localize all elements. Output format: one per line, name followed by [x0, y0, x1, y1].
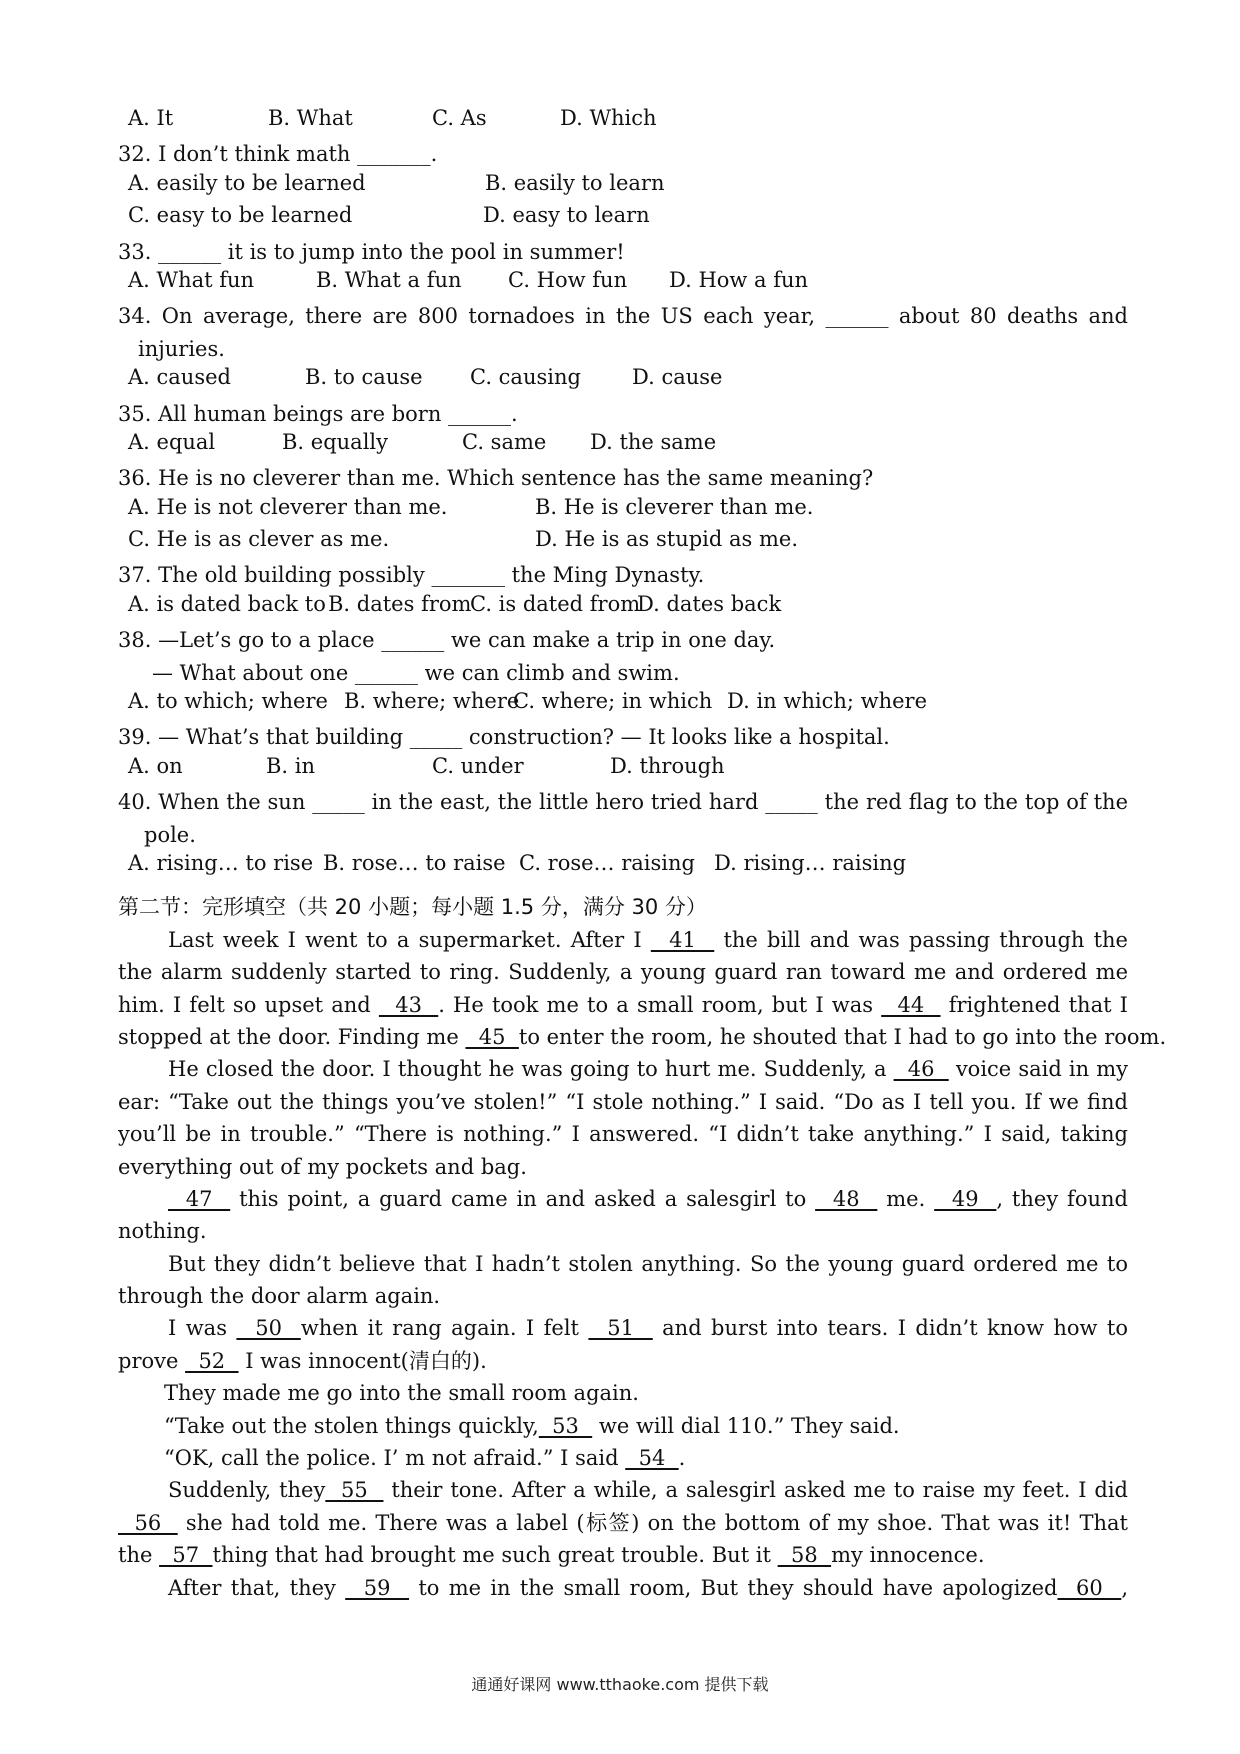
- q33-option-a: A. What fun: [128, 267, 255, 292]
- q31-option-c: C. As: [432, 106, 487, 130]
- q39-option-a: A. on: [128, 753, 183, 778]
- passage-line: I was 50 when it rang again. I felt 51 and burst into tears. I didn’t know how to: [168, 1316, 1128, 1341]
- passage-line: the 57 thing that had brought me such great trouble. But it 58 my innocence.: [118, 1543, 985, 1568]
- blank-54: 54: [625, 1446, 679, 1471]
- q31-option-a: A. It: [128, 106, 174, 130]
- q38-option-a: A. to which; where: [128, 689, 328, 714]
- passage-line: 47 this point, a guard came in and asked a salesgirl to 48 me. 49 , they found: [168, 1186, 1128, 1211]
- blank-57: 57: [159, 1543, 213, 1568]
- blank-60: 60: [1057, 1575, 1122, 1600]
- blank-50: 50: [236, 1316, 301, 1341]
- blank-56: 56: [118, 1510, 178, 1535]
- q39-stem: 39. — What’s that building _____ construction? — It looks like a hospital.: [118, 725, 890, 750]
- passage-line: They made me go into the small room again.: [164, 1381, 639, 1406]
- q34-option-c: C. causing: [470, 365, 581, 390]
- q37-option-b: B. dates from: [328, 591, 472, 616]
- q32-options-row1: [118, 171, 1128, 203]
- q36-option-b: B. He is cleverer than me.: [535, 494, 814, 519]
- passage-line: “OK, call the police. I’ m not afraid.” I said 54 .: [164, 1446, 686, 1471]
- passage-line: nothing.: [118, 1219, 207, 1244]
- q33-options: [118, 268, 1128, 300]
- q34-option-d: D. cause: [632, 365, 723, 390]
- q33-option-d: D. How a fun: [669, 267, 809, 292]
- q32-option-b: B. easily to learn: [485, 170, 665, 195]
- q40-stem-line2: pole.: [144, 822, 196, 847]
- blank-46: 46: [893, 1057, 949, 1082]
- passage-line: 56 she had told me. There was a label (标签) on the bottom of my shoe. That was it! That: [118, 1510, 1128, 1535]
- exam-page: [118, 106, 1167, 1604]
- q39-options: [118, 754, 1128, 786]
- q38-option-d: D. in which; where: [727, 689, 928, 714]
- q35-option-b: B. equally: [282, 429, 388, 454]
- blank-59: 59: [345, 1575, 410, 1600]
- q40-option-a: A. rising… to rise: [128, 850, 314, 875]
- blank-52: 52: [185, 1348, 239, 1373]
- q35-stem: 35. All human beings are born ______.: [118, 401, 518, 426]
- q31-option-d: D. Which: [560, 106, 657, 130]
- q37-options: [118, 592, 1128, 624]
- blank-55: 55: [325, 1478, 384, 1503]
- q34-option-b: B. to cause: [305, 365, 423, 390]
- q34-option-a: A. caused: [128, 365, 231, 390]
- passage-line: “Take out the stolen things quickly, 53 we will dial 110.” They said.: [164, 1413, 900, 1438]
- q32-option-c: C. easy to be learned: [128, 203, 353, 228]
- q40-option-d: D. rising… raising: [714, 850, 907, 875]
- q31-options: [118, 106, 1128, 138]
- q33-option-c: C. How fun: [508, 267, 628, 292]
- q38-stem-line2: — What about one ______ we can climb and swim.: [152, 660, 680, 685]
- passage-line: But they didn’t believe that I hadn’t stolen anything. So the young guard ordered me to: [168, 1251, 1128, 1276]
- q36-options-row2: [118, 527, 1128, 559]
- passage-line: ear: “Take out the things you’ve stolen!” “I stole nothing.” I said. “Do as I tell you. If we find: [118, 1089, 1128, 1114]
- section2-title: 第二节：完形填空（共 20 小题；每小题 1.5 分，满分 30 分）: [118, 895, 707, 920]
- q37-stem: 37. The old building possibly _______ the Ming Dynasty.: [118, 563, 705, 588]
- q35-option-c: C. same: [462, 429, 547, 454]
- blank-47: 47: [168, 1186, 231, 1211]
- blank-58: 58: [777, 1543, 832, 1568]
- q33-option-b: B. What a fun: [316, 267, 462, 292]
- q36-option-d: D. He is as stupid as me.: [535, 527, 799, 552]
- passage-line: you’ll be in trouble.” “There is nothing.” I answered. “I didn’t take anything.” I said, taking: [118, 1122, 1128, 1147]
- blank-51: 51: [588, 1316, 653, 1341]
- q40-option-b: B. rose… to raise: [323, 850, 506, 875]
- q38-option-c: C. where; in which: [513, 689, 713, 714]
- q32-stem: 32. I don’t think math _______.: [118, 142, 438, 167]
- q36-option-a: A. He is not cleverer than me.: [128, 494, 448, 519]
- passage-line: He closed the door. I thought he was going to hurt me. Suddenly, a 46 voice said in my: [168, 1057, 1128, 1082]
- q35-option-d: D. the same: [590, 429, 717, 454]
- q40-options: [118, 851, 1128, 883]
- passage-line: the alarm suddenly started to ring. Suddenly, a young guard ran toward me and ordered me: [118, 960, 1128, 985]
- q40-stem-line1: 40. When the sun _____ in the east, the little hero tried hard _____ the red flag to the top of the: [118, 790, 1128, 815]
- q39-option-c: C. under: [432, 753, 524, 778]
- blank-41: 41: [650, 927, 715, 952]
- passage-line: Last week I went to a supermarket. After I 41 the bill and was passing through the: [168, 927, 1128, 952]
- q32-options-row2: [118, 203, 1128, 235]
- q34-stem-line2: injuries.: [138, 336, 225, 361]
- q31-option-b: B. What: [268, 106, 353, 130]
- q36-option-c: C. He is as clever as me.: [128, 527, 390, 552]
- blank-43: 43: [378, 992, 439, 1017]
- q38-stem-line1: 38. —Let’s go to a place ______ we can make a trip in one day.: [118, 628, 776, 653]
- q37-option-d: D. dates back: [637, 591, 782, 616]
- passage-line: him. I felt so upset and 43 . He took me to a small room, but I was 44 frightened that I: [118, 992, 1128, 1017]
- blank-44: 44: [881, 992, 941, 1017]
- passage-line: After that, they 59 to me in the small room, But they should have apologized 60 ,: [168, 1575, 1128, 1600]
- q35-option-a: A. equal: [128, 429, 216, 454]
- q38-option-b: B. where; where: [344, 689, 520, 714]
- q36-stem: 36. He is no cleverer than me. Which sentence has the same meaning?: [118, 466, 874, 491]
- passage-line: through the door alarm again.: [118, 1284, 441, 1309]
- q33-stem: 33. ______ it is to jump into the pool in summer!: [118, 239, 625, 264]
- q40-option-c: C. rose… raising: [519, 850, 695, 875]
- blank-48: 48: [815, 1186, 878, 1211]
- blank-45: 45: [465, 1024, 519, 1049]
- passage-line: everything out of my pockets and bag.: [118, 1154, 527, 1179]
- q37-option-c: C. is dated from: [470, 591, 641, 616]
- q32-option-d: D. easy to learn: [483, 203, 650, 228]
- passage-line: prove 52 I was innocent(清白的).: [118, 1348, 487, 1373]
- q35-options: [118, 430, 1128, 462]
- passage-line: Suddenly, they 55 their tone. After a while, a salesgirl asked me to raise my feet. I did: [168, 1478, 1128, 1503]
- q36-options-row1: [118, 495, 1128, 527]
- q38-options: [118, 689, 1128, 721]
- passage-line: stopped at the door. Finding me 45 to enter the room, he shouted that I had to go into the room.: [118, 1024, 1167, 1049]
- page-footer: 通通好课网 www.tthaoke.com 提供下载: [471, 1675, 769, 1694]
- q34-options: [118, 365, 1128, 397]
- q37-option-a: A. is dated back to: [128, 591, 326, 616]
- q32-option-a: A. easily to be learned: [128, 170, 366, 195]
- q39-option-b: B. in: [266, 753, 316, 778]
- blank-53: 53: [538, 1413, 593, 1438]
- q39-option-d: D. through: [610, 753, 725, 778]
- q34-stem-line1: 34. On average, there are 800 tornadoes in the US each year, ______ about 80 deaths and: [118, 304, 1128, 329]
- blank-49: 49: [934, 1186, 997, 1211]
